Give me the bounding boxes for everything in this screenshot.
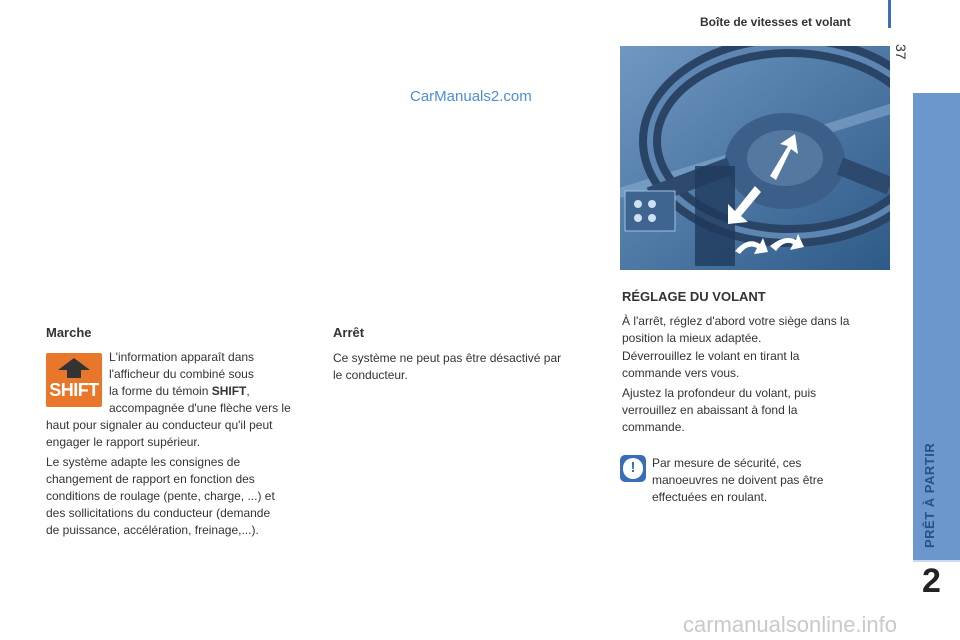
chapter-title: PRÊT À PARTIR xyxy=(922,442,937,548)
chapter-number: 2 xyxy=(922,562,941,600)
text-line: le conducteur. xyxy=(333,368,408,382)
shift-icon xyxy=(46,353,102,407)
shift-icon-label: SHIFT xyxy=(49,380,99,400)
text-line: effectuées en roulant. xyxy=(652,490,768,504)
text-line: des sollicitations du conducteur (demande xyxy=(46,506,271,520)
text-line: conditions de roulage (pente, charge, ...) et xyxy=(46,489,275,503)
exclamation-mark: ! xyxy=(630,459,636,476)
header-rule xyxy=(888,0,891,28)
text-line: changement de rapport en fonction des xyxy=(46,472,255,486)
reglage-paragraph-2 xyxy=(622,348,892,382)
text-line: commande. xyxy=(622,420,685,434)
text-line: de puissance, accélération, freinage,...). xyxy=(46,523,259,537)
steering-wheel-illustration xyxy=(620,46,890,270)
reglage-heading: RÉGLAGE DU VOLANT xyxy=(622,289,766,304)
text-line: commande vers vous. xyxy=(622,366,740,380)
text-line: manoeuvres ne doivent pas être xyxy=(652,473,824,487)
shift-bold-term: SHIFT xyxy=(211,384,247,398)
marche-paragraph-1b xyxy=(46,417,321,451)
text-line: engager le rapport supérieur. xyxy=(46,435,201,449)
text-line: position la mieux adaptée. xyxy=(622,331,762,345)
exclamation-icon xyxy=(620,455,646,482)
text-line: L'information apparaît dans xyxy=(109,350,255,364)
text-line: verrouillez en abaissant à fond la xyxy=(622,403,798,417)
exclamation-icon-inner xyxy=(623,458,643,479)
reglage-paragraph-1 xyxy=(622,313,892,347)
text-line: Ajustez la profondeur du volant, puis xyxy=(622,386,817,400)
text-line: Déverrouillez le volant en tirant la xyxy=(622,349,800,363)
text-line: haut pour signaler au conducteur qu'il peut xyxy=(46,418,273,432)
reglage-paragraph-3 xyxy=(622,385,892,436)
text-line xyxy=(109,383,319,400)
text-line: accompagnée d'une flèche vers le xyxy=(109,401,291,415)
text-line: Par mesure de sécurité, ces xyxy=(652,456,802,470)
marche-paragraph-1a xyxy=(109,349,319,417)
arret-heading: Arrêt xyxy=(333,325,365,340)
steering-wheel-adjustment-photo xyxy=(620,46,890,270)
text-line: l'afficheur du combiné sous xyxy=(109,367,254,381)
arret-paragraph xyxy=(333,350,598,384)
watermark-bottom: carmanualsonline.info xyxy=(683,612,898,637)
text-span: la forme du témoin xyxy=(109,384,212,398)
arrow-up-icon xyxy=(56,357,92,379)
text-line: Ce système ne peut pas être désactivé par xyxy=(333,351,562,365)
safety-warning xyxy=(652,455,892,506)
marche-paragraph-2 xyxy=(46,454,321,539)
watermark-top[interactable]: CarManuals2.com xyxy=(410,88,532,105)
marche-heading: Marche xyxy=(46,325,92,340)
text-line: Le système adapte les consignes de xyxy=(46,455,241,469)
text-span: , xyxy=(246,384,250,398)
text-line: À l'arrêt, réglez d'abord votre siège dans la xyxy=(622,314,850,328)
page-number: 37 xyxy=(893,44,909,60)
running-header: Boîte de vitesses et volant xyxy=(700,15,851,29)
